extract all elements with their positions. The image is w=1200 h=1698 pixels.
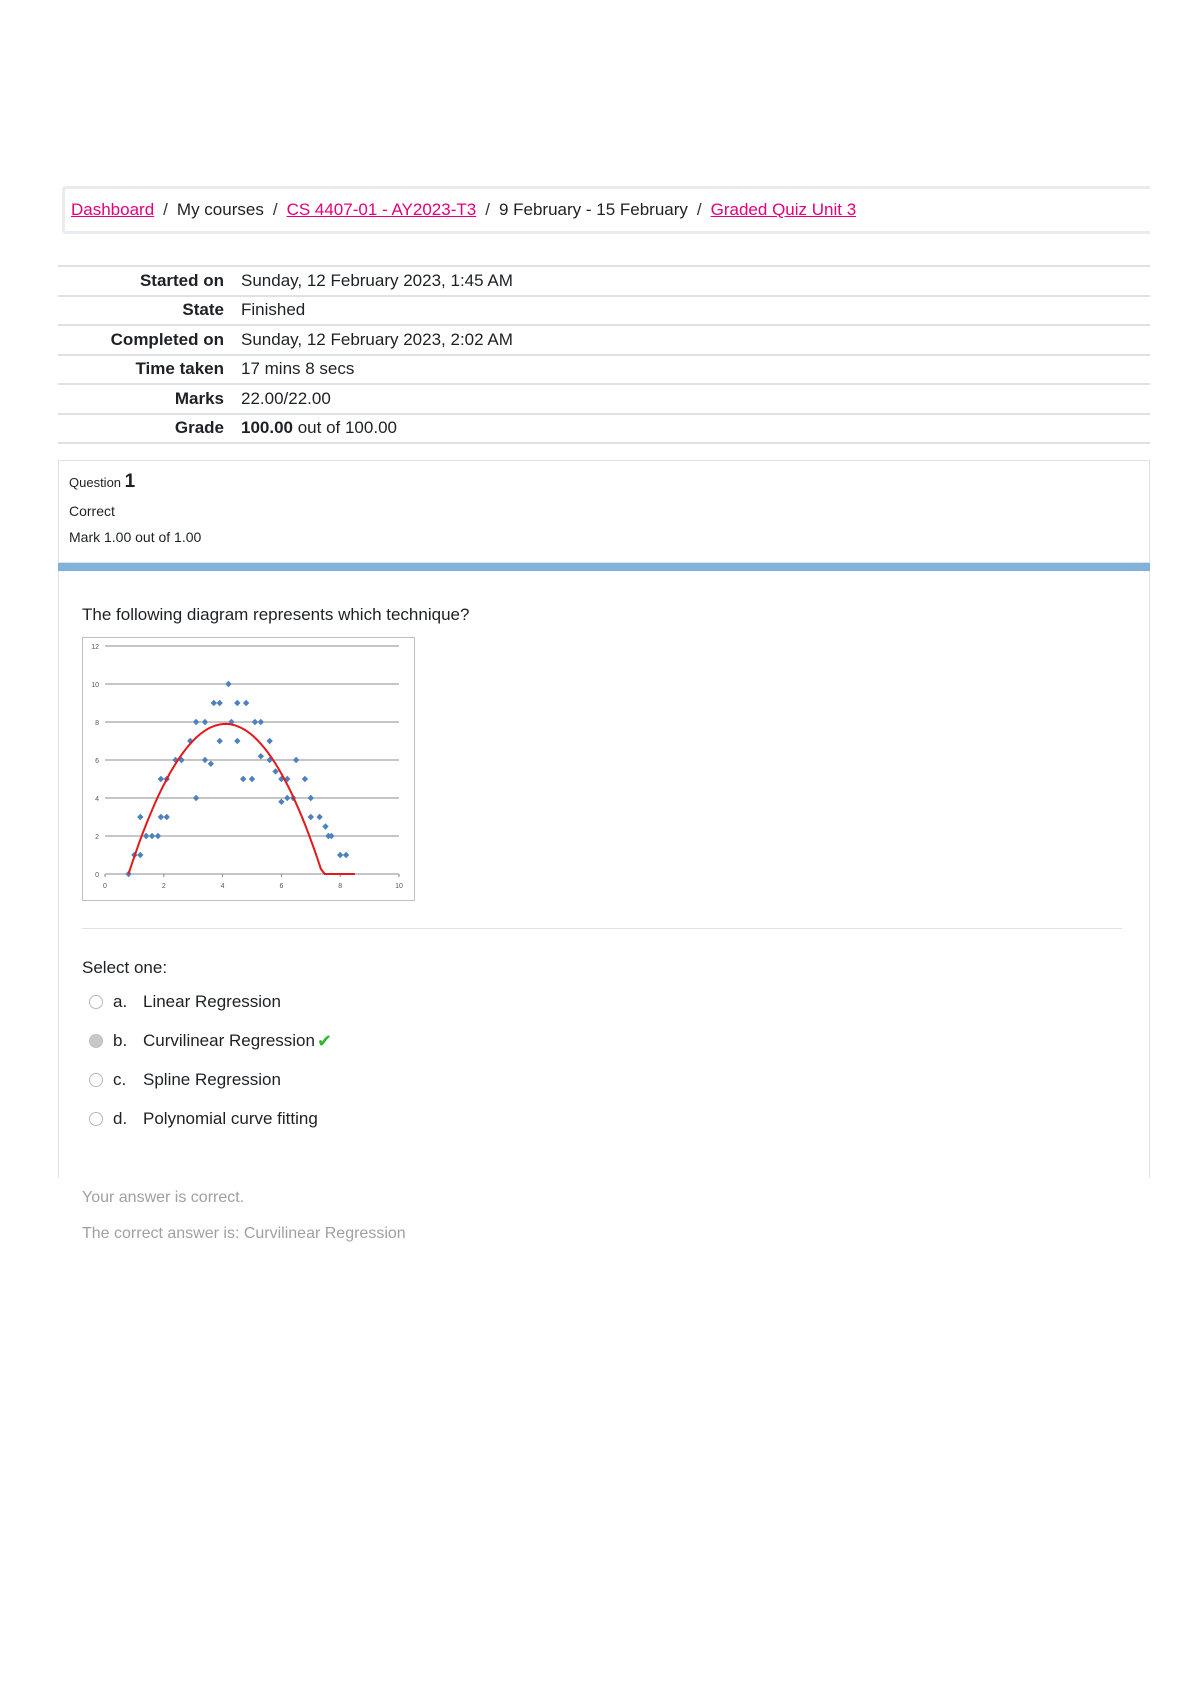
data-point — [158, 814, 164, 820]
breadcrumb-separator: / — [272, 200, 278, 219]
answer-option-a[interactable] — [89, 990, 281, 1014]
answer-option-b[interactable] — [89, 1029, 332, 1053]
data-point — [234, 738, 240, 744]
scatter-chart — [83, 638, 414, 900]
breadcrumb-my-courses: My courses — [176, 200, 264, 219]
data-point — [337, 852, 343, 858]
x-tick-label: 0 — [103, 883, 107, 890]
data-point — [278, 799, 284, 805]
summary-value: 22.00/22.00 — [241, 388, 331, 408]
summary-label: Grade — [174, 418, 224, 438]
breadcrumb-separator: / — [163, 200, 168, 219]
data-point — [193, 719, 199, 725]
x-tick-label: 4 — [220, 883, 225, 890]
data-point — [258, 753, 264, 759]
breadcrumb-separator: / — [485, 200, 490, 219]
y-tick-label: 6 — [95, 758, 99, 765]
summary-value: Sunday, 12 February 2023, 1:45 AM — [241, 270, 513, 290]
y-tick-label: 12 — [91, 644, 99, 651]
answer-option-d[interactable] — [89, 1107, 318, 1131]
feedback-text: Your answer is correct. — [82, 1189, 245, 1206]
grade-out-of: out of 100.00 — [293, 418, 397, 438]
check-icon: ✔ — [316, 1030, 333, 1051]
data-point — [258, 719, 264, 725]
data-point — [266, 738, 272, 744]
breadcrumb-course-link[interactable]: CS 4407-01 - AY2023-T3 — [286, 200, 477, 219]
summary-row — [58, 296, 1150, 326]
select-one-prompt: Select one: — [82, 958, 168, 977]
summary-row — [58, 325, 1150, 355]
summary-value — [241, 414, 1150, 444]
breadcrumb-dashboard-link[interactable]: Dashboard — [71, 200, 155, 219]
y-tick-label: 8 — [95, 720, 99, 727]
question-mark: Mark 1.00 out of 1.00 — [69, 529, 202, 545]
data-point — [202, 719, 208, 725]
data-point — [316, 814, 322, 820]
x-tick-label: 8 — [338, 883, 343, 890]
option-text: Curvilinear Regression — [143, 1031, 315, 1050]
option-letter: b. — [113, 1031, 128, 1050]
summary-label: Time taken — [135, 359, 224, 379]
data-point — [243, 700, 249, 706]
option-text: Polynomial curve fitting — [143, 1109, 318, 1128]
question-number-value: 1 — [124, 471, 136, 492]
option-letter: a. — [113, 992, 128, 1011]
radio-b[interactable] — [89, 1034, 103, 1048]
data-point — [293, 757, 299, 763]
question-text: The following diagram represents which technique? — [82, 605, 470, 624]
summary-label: Marks — [174, 388, 224, 408]
y-tick-label: 0 — [95, 872, 99, 879]
question-number — [69, 471, 1139, 493]
y-tick-label: 2 — [95, 834, 99, 841]
radio-d[interactable] — [89, 1112, 103, 1126]
data-point — [225, 681, 231, 687]
option-text: Spline Regression — [143, 1070, 281, 1089]
option-text: Linear Regression — [143, 992, 281, 1011]
answer-option-c[interactable] — [89, 1068, 281, 1092]
option-letter: d. — [113, 1109, 128, 1128]
diagram-chart — [82, 637, 415, 901]
data-point — [149, 833, 155, 839]
data-point — [137, 814, 143, 820]
y-tick-label: 10 — [91, 682, 99, 689]
data-point — [302, 776, 308, 782]
data-point — [322, 823, 328, 829]
data-point — [208, 761, 214, 767]
data-point — [343, 852, 349, 858]
x-tick-label: 10 — [395, 883, 403, 890]
data-point — [308, 814, 314, 820]
breadcrumb-quiz-link[interactable]: Graded Quiz Unit 3 — [710, 200, 857, 219]
summary-label: State — [182, 300, 224, 320]
data-point — [308, 795, 314, 801]
divider — [82, 928, 1122, 929]
data-point — [216, 700, 222, 706]
data-point — [284, 795, 290, 801]
question-label: Question — [69, 475, 122, 490]
summary-value: Sunday, 12 February 2023, 2:02 AM — [241, 329, 513, 349]
breadcrumb-separator: / — [696, 200, 702, 219]
x-tick-label: 2 — [161, 883, 166, 890]
question-info — [58, 460, 1150, 563]
radio-c[interactable] — [89, 1073, 103, 1087]
data-point — [155, 833, 161, 839]
data-point — [240, 776, 246, 782]
data-point — [143, 833, 149, 839]
summary-row — [58, 384, 1150, 414]
x-tick-label: 6 — [279, 883, 284, 890]
summary-value: 17 mins 8 secs — [241, 359, 355, 379]
summary-value: Finished — [241, 300, 306, 320]
summary-row — [58, 355, 1150, 385]
data-point — [164, 814, 170, 820]
quiz-summary-table — [58, 265, 1150, 444]
data-point — [211, 700, 217, 706]
data-point — [202, 757, 208, 763]
summary-label: Completed on — [110, 329, 224, 349]
radio-a[interactable] — [89, 995, 103, 1009]
data-point — [216, 738, 222, 744]
summary-label: Started on — [139, 270, 224, 290]
data-point — [252, 719, 258, 725]
data-point — [193, 795, 199, 801]
summary-row — [58, 266, 1150, 296]
question-state: Correct — [69, 503, 115, 519]
summary-row — [58, 414, 1150, 444]
data-point — [234, 700, 240, 706]
data-point — [249, 776, 255, 782]
data-point — [137, 852, 143, 858]
option-letter: c. — [113, 1070, 127, 1089]
breadcrumb — [62, 186, 1150, 234]
question-accent-bar — [58, 563, 1150, 571]
breadcrumb-week: 9 February - 15 February — [498, 200, 688, 219]
y-tick-label: 4 — [95, 796, 99, 803]
correct-answer-text: The correct answer is: Curvilinear Regression — [82, 1225, 406, 1242]
question-content — [58, 571, 1150, 1242]
data-point — [158, 776, 164, 782]
fit-curve — [129, 724, 355, 874]
grade-value: 100.00 — [241, 418, 293, 438]
